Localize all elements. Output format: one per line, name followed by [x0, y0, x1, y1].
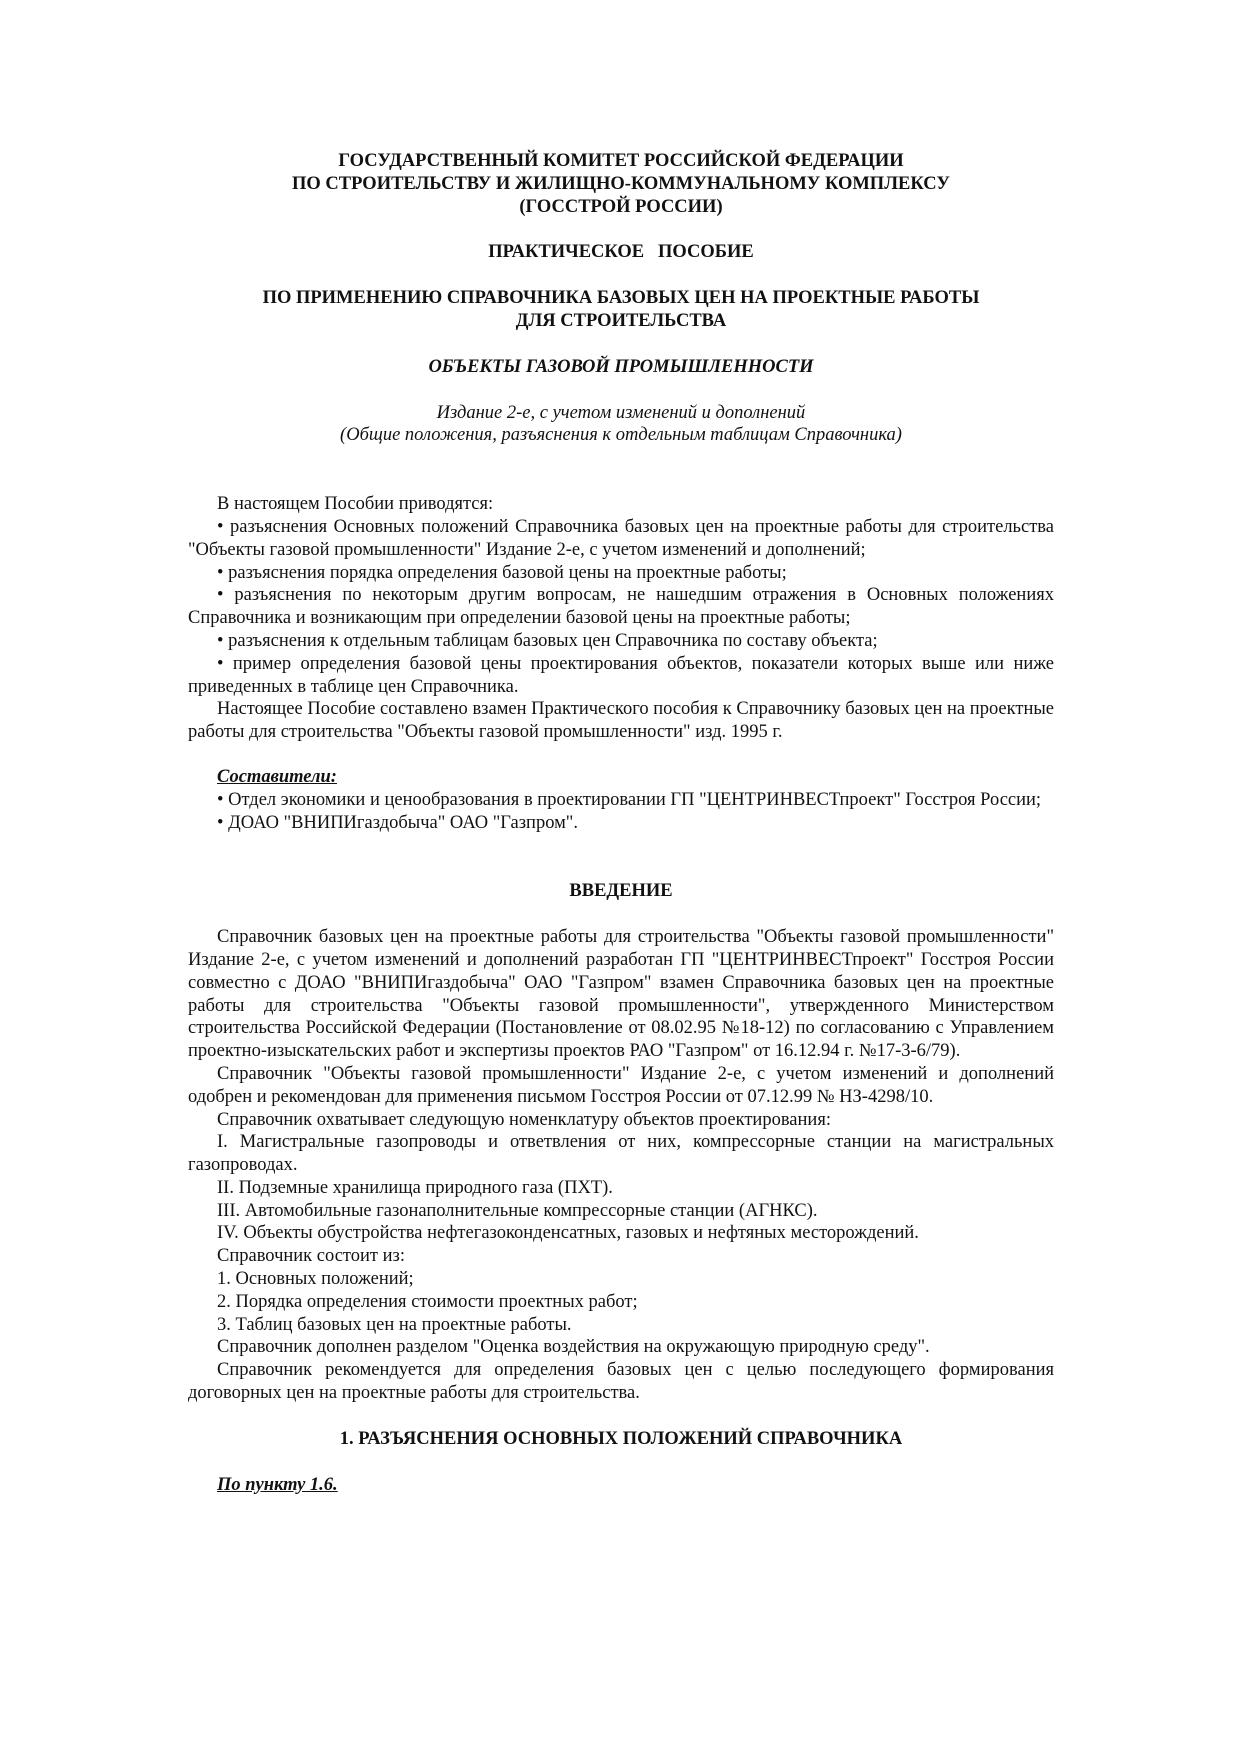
intro-bullet: • разъяснения Основных положений Справочника базовых цен на проектные работы для строительства "Объекты газовой промышленности" Издание 2-е, с учетом изменений и дополнений;	[188, 516, 1054, 560]
document-subtitle: ОБЪЕКТЫ ГАЗОВОЙ ПРОМЫШЛЕННОСТИ	[428, 356, 814, 377]
intro-lead: В настоящем Пособии приводятся:	[217, 494, 494, 515]
introduction-paragraph: Справочник дополнен разделом "Оценка воздействия на окружающую природную среду".	[217, 1337, 930, 1358]
introduction-paragraph: I. Магистральные газопроводы и ответвления от них, компрессорные станции на магистральных газопроводах.	[188, 1132, 1054, 1176]
org-line: (ГОССТРОЙ РОССИИ)	[519, 196, 723, 217]
introduction-paragraph: Справочник охватывает следующую номенклатуру объектов проектирования:	[217, 1109, 831, 1130]
introduction-heading: ВВЕДЕНИЕ	[569, 881, 673, 902]
edition-info	[188, 402, 1054, 448]
section1-subheading: По пункту 1.6.	[217, 1474, 338, 1495]
document-title	[188, 287, 1054, 333]
introduction-paragraph: Справочник "Объекты газовой промышленности" Издание 2-е, с учетом изменений и дополнений одобрен и рекомендован для применения письмом Госстроя России от 07.12.99 № НЗ-4298/10.	[188, 1063, 1054, 1107]
authors-section	[188, 766, 1054, 834]
introduction-paragraph: Справочник состоит из:	[217, 1246, 405, 1267]
section1-heading: 1. РАЗЪЯСНЕНИЯ ОСНОВНЫХ ПОЛОЖЕНИЙ СПРАВОЧНИКА	[339, 1428, 903, 1449]
intro-replacement: Настоящее Пособие составлено взамен Практического пособия к Справочнику базовых цен на проектные работы для строительства "Объекты газовой промышленности" изд. 1995 г.	[188, 699, 1054, 743]
intro-bullet: • разъяснения к отдельным таблицам базовых цен Справочника по составу объекта;	[217, 630, 878, 651]
org-line: ПО СТРОИТЕЛЬСТВУ И ЖИЛИЩНО-КОММУНАЛЬНОМУ КОМПЛЕКСУ	[292, 173, 950, 194]
author-item: • Отдел экономики и ценообразования в проектировании ГП "ЦЕНТРИНВЕСТпроект" Госстроя России;	[217, 789, 1042, 810]
introduction-paragraph: III. Автомобильные газонаполнительные компрессорные станции (АГНКС).	[217, 1200, 818, 1221]
author-item: • ДОАО "ВНИПИгаздобыча" ОАО "Газпром".	[217, 812, 578, 833]
introduction-paragraph: 2. Порядка определения стоимости проектных работ;	[217, 1291, 638, 1312]
title-line: ДЛЯ СТРОИТЕЛЬСТВА	[515, 310, 727, 331]
authors-heading: Составители:	[217, 766, 337, 787]
org-line: ГОСУДАРСТВЕННЫЙ КОМИТЕТ РОССИЙСКОЙ ФЕДЕРАЦИИ	[338, 151, 904, 171]
introduction-paragraph: II. Подземные хранилища природного газа (ПХТ).	[217, 1177, 613, 1198]
introduction-paragraph: 3. Таблиц базовых цен на проектные работы.	[217, 1314, 572, 1335]
edition-line: Издание 2-е, с учетом изменений и дополнений	[436, 402, 806, 423]
intro-bullet: • пример определения базовой цены проектирования объектов, показатели которых выше или ниже приведенных в таблице цен Справочника.	[188, 653, 1054, 697]
introduction-paragraph: Справочник базовых цен на проектные работы для строительства "Объекты газовой промышленности" Издание 2-е, с учетом изменений и дополнений разработан ГП "ЦЕНТРИНВЕСТпроект" Госстроя России совместно с ДОАО "ВНИПИгаздобыча" ОАО "Газпром" взамен Справочника базовых цен на проектные работы для строительства "Объекты газовой промышленности", утвержденного Министерством строительства Российской Федерации (Постановление от 08.02.95 №18-12) по согласованию с Управлением проектно-изыскательских работ и экспертизы проектов РАО "Газпром" от 16.12.94 г. №17-3-6/79).	[188, 927, 1054, 1062]
intro-bullet: • разъяснения по некоторым другим вопросам, не нашедшим отражения в Основных положениях Справочника и возникающим при определении базовой цены на проектные работы;	[188, 585, 1054, 629]
edition-line: (Общие положения, разъяснения к отдельным таблицам Справочника)	[340, 425, 902, 446]
title-line: ПО ПРИМЕНЕНИЮ СПРАВОЧНИКА БАЗОВЫХ ЦЕН НА ПРОЕКТНЫЕ РАБОТЫ	[262, 288, 980, 309]
introduction-paragraph: Справочник рекомендуется для определения базовых цен с целью последующего формирования договорных цен на проектные работы для строительства.	[188, 1360, 1054, 1404]
document-page	[188, 150, 1054, 1496]
intro-section	[188, 493, 1054, 744]
organization-header	[188, 150, 1054, 218]
introduction-section	[188, 926, 1054, 1405]
document-type: ПРАКТИЧЕСКОЕ ПОСОБИЕ	[488, 242, 754, 263]
intro-bullet: • разъяснения порядка определения базовой цены на проектные работы;	[217, 562, 787, 583]
introduction-paragraph: IV. Объекты обустройства нефтегазоконденсатных, газовых и нефтяных месторождений.	[217, 1223, 919, 1244]
introduction-paragraph: 1. Основных положений;	[217, 1269, 414, 1290]
